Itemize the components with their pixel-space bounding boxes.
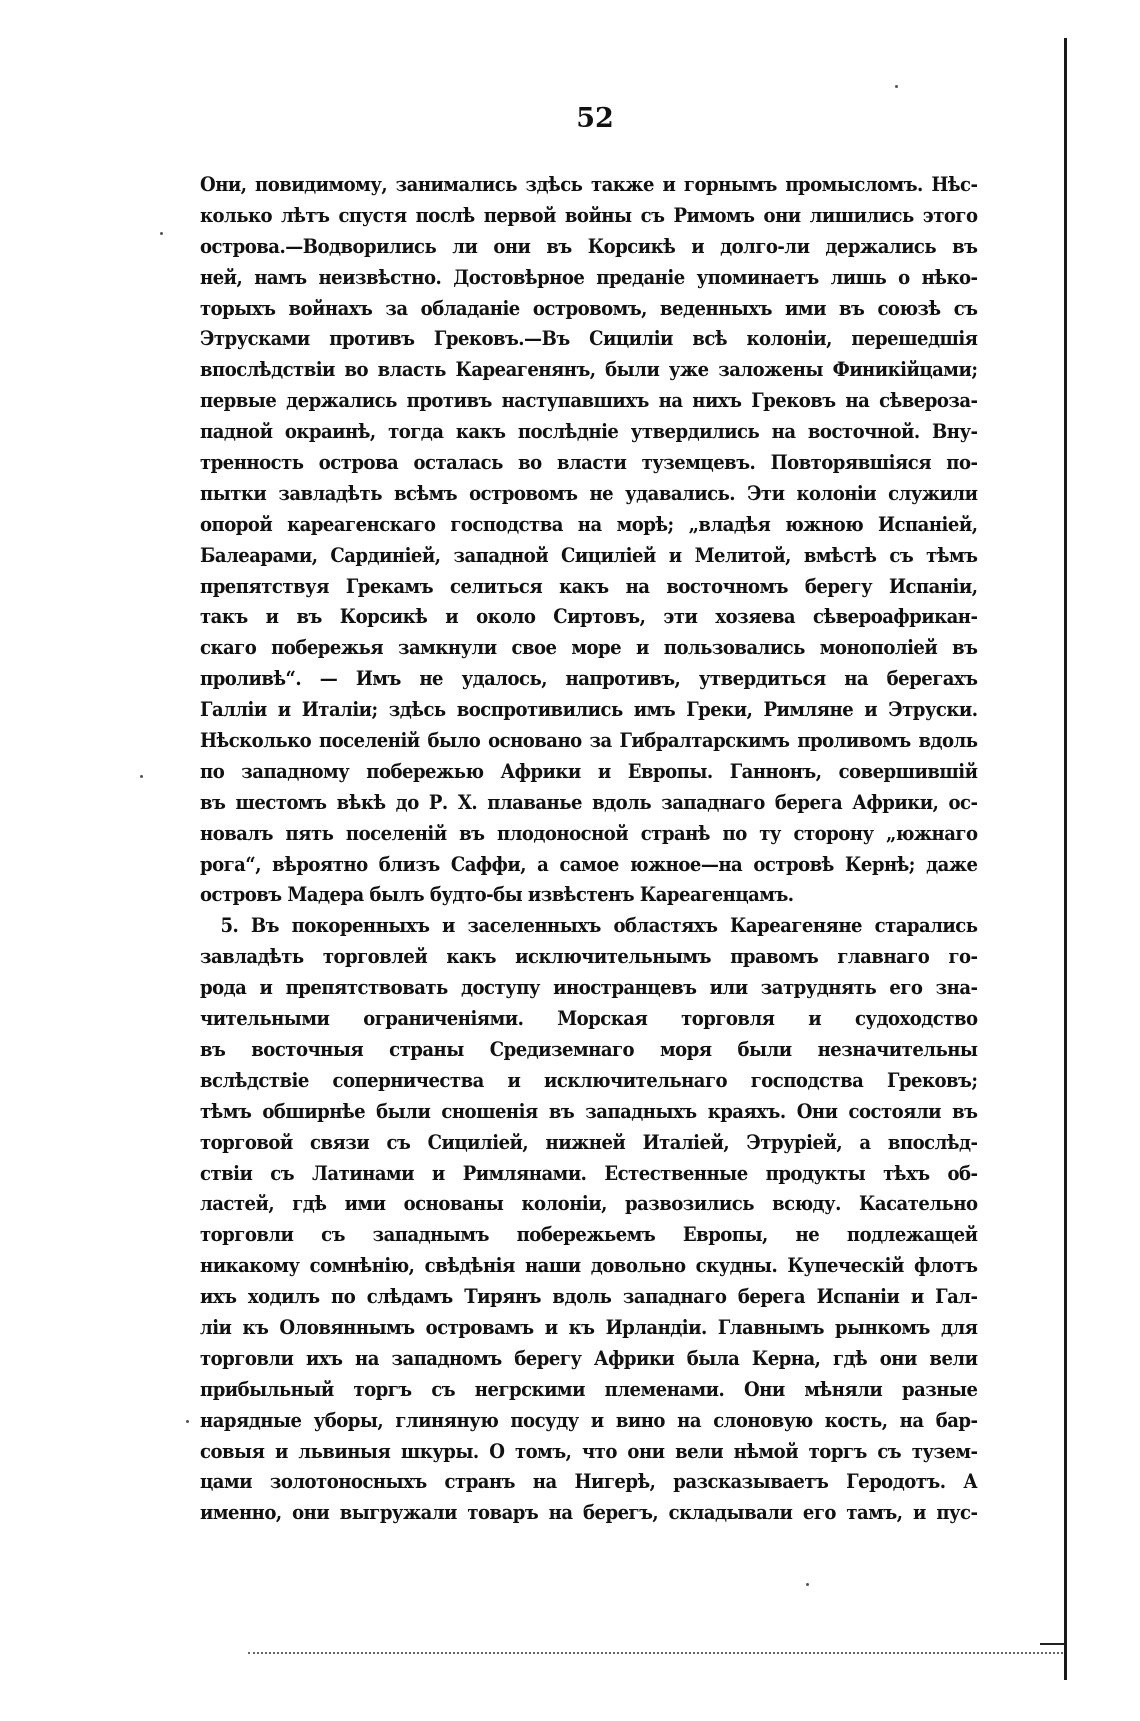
text-line: ней, намъ неизвѣстно. Достовѣрное преданіе упоминаетъ лишь о нѣко- [200,265,978,289]
text-line: именно, они выгружали товаръ на берегъ, складывали его тамъ, и пус- [200,1501,978,1525]
text-line: Балеарами, Сардиніей, западной Сициліей и Мелитой, вмѣстѣ съ тѣмъ [200,543,978,567]
text-line: вслѣдствіе соперничества и исключительнаго господства Грековъ; [200,1068,978,1092]
text-line: нарядные уборы, глиняную посуду и вино на слоновую кость, на бар- [200,1408,978,1432]
paragraph-end-line: островъ Мадера былъ будто-бы извѣстенъ Кареагенцамъ. [200,883,794,907]
text-line: тренность острова осталась во власти туземцевъ. Повторявшіяся по- [200,451,978,475]
text-line: въ шестомъ вѣкѣ до Р. Х. плаванье вдоль западнаго берега Африки, ос- [200,790,978,814]
text-line: скаго побережья замкнули свое море и пользовались монополіей въ [200,636,978,660]
text-line: новалъ пять поселеній въ плодоносной странѣ по ту сторону „южнаго [200,821,978,845]
text-line: пытки завладѣть всѣмъ островомъ не удавались. Эти колоніи служили [200,481,978,505]
text-line: падной окраинѣ, тогда какъ послѣдніе утвердились на восточной. Вну- [200,420,978,444]
text-line: впослѣдствіи во власть Кареагенянъ, были уже заложены Финикійцами; [200,358,978,382]
text-line: препятствуя Грекамъ селиться какъ на восточномъ берегу Испаніи, [200,574,978,598]
text-line: никакому сомнѣнію, свѣдѣнія наши довольно скудны. Купеческій флотъ [200,1254,978,1278]
text-line: въ восточныя страны Средиземнаго моря были незначительны [200,1037,978,1061]
paragraph-start-line: 5. Въ покоренныхъ и заселенныхъ областяхъ Кареагеняне старались [220,914,978,938]
text-line: прибыльный торгъ съ негрскими племенами. Они мѣняли разные [200,1377,978,1401]
text-line: острова.—Водворились ли они въ Корсикѣ и долго-ли держались въ [200,234,978,258]
page-edge-rule [1064,38,1067,1680]
scan-speck [140,775,143,778]
text-line: рода и препятствовать доступу иностранцевъ или затруднять его зна- [200,976,978,1000]
text-line: тѣмъ обширнѣе были сношенія въ западныхъ краяхъ. Они состояли въ [200,1099,978,1123]
text-line: торговой связи съ Сициліей, нижней Италіей, Этруріей, а впослѣд- [200,1130,978,1154]
scan-speck [160,232,163,235]
body-text [200,170,978,1529]
text-line: цами золотоносныхъ странъ на Нигерѣ, разсказываетъ Геродотъ. А [200,1470,978,1494]
scan-speck [806,1583,809,1586]
text-line: по западному побережью Африки и Европы. Ганнонъ, совершившій [200,759,978,783]
text-line: торговли ихъ на западномъ берегу Африки была Керна, гдѣ они вели [200,1346,978,1370]
text-line: ластей, гдѣ ими основаны колоніи, развозились всюду. Касательно [200,1192,978,1216]
scan-speck [186,1420,189,1423]
text-line: Они, повидимому, занимались здѣсь также и горнымъ промысломъ. Нѣс- [200,173,978,196]
text-line: совыя и львиныя шкуры. О томъ, что они вели нѣмой торгъ съ тузем- [200,1439,978,1463]
text-line: первые держались противъ наступавшихъ на нихъ Грековъ на сѣвероза- [200,389,978,413]
text-line: торыхъ войнахъ за обладаніе островомъ, веденныхъ ими въ союзѣ съ [200,296,978,320]
footer-dotted-rule [248,1652,1063,1654]
footer-rule-end [1040,1643,1064,1645]
text-line: завладѣть торговлей какъ исключительнымъ правомъ главнаго го- [200,945,978,969]
text-line: проливѣ“. — Имъ не удалось, напротивъ, утвердиться на берегахъ [200,667,978,691]
text-line: торговли съ западнымъ побережьемъ Европы, не подлежащей [200,1223,978,1247]
text-line: ствіи съ Латинами и Римлянами. Естественные продукты тѣхъ об- [200,1161,978,1185]
text-line: ліи къ Оловяннымъ островамъ и къ Ирландіи. Главнымъ рынкомъ для [200,1315,978,1339]
page-number: 52 [576,103,614,134]
text-line: колько лѣтъ спустя послѣ первой войны съ Римомъ они лишились этого [200,203,978,227]
scan-speck [895,85,898,88]
text-line: опорой кареагенскаго господства на морѣ; „владѣя южною Испаніей, [200,512,978,536]
text-line: Этрусками противъ Грековъ.—Въ Сициліи всѣ колоніи, перешедшія [200,327,978,351]
text-line: такъ и въ Корсикѣ и около Сиртовъ, эти хозяева сѣвероафрикан- [200,605,978,629]
text-line: Галліи и Италіи; здѣсь воспротивились имъ Греки, Римляне и Этруски. [200,698,978,722]
text-line: чительными ограниченіями. Морская торговля и судоходство [200,1007,978,1031]
text-line: ихъ ходилъ по слѣдамъ Тирянъ вдоль западнаго берега Испаніи и Гал- [200,1285,978,1309]
text-line: рога“, вѣроятно близъ Саффи, а самое южное—на островѣ Кернѣ; даже [200,852,978,876]
text-line: Нѣсколько поселеній было основано за Гибралтарскимъ проливомъ вдоль [200,729,978,753]
